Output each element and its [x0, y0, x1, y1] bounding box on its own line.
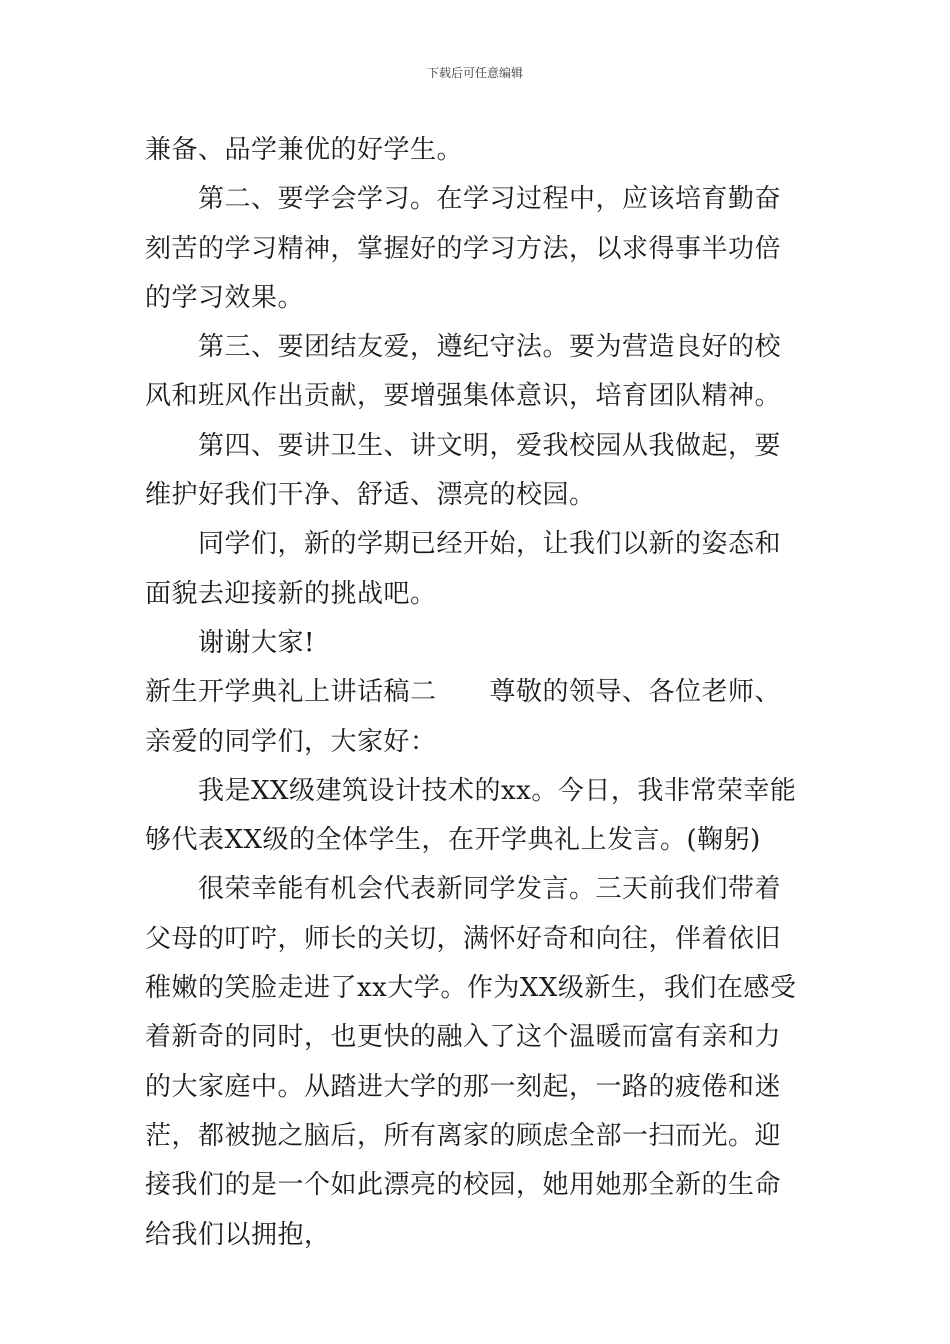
paragraph-7-title-line: 新生开学典礼上讲话稿二 尊敬的领导、各位老师、亲爱的同学们，大家好： [145, 677, 782, 757]
paragraph-2: 第二、要学会学习。在学习过程中，应该培育勤奋刻苦的学习精神，掌握好的学习方法，以求得事半功倍的学习效果。 [145, 184, 782, 313]
document-body [145, 126, 807, 1260]
paragraph-5: 同学们，新的学期已经开始，让我们以新的姿态和面貌去迎接新的挑战吧。 [145, 529, 782, 609]
page-header-note: 下载后可任意编辑 [426, 66, 523, 80]
paragraph-9: 很荣幸能有机会代表新同学发言。三天前我们带着父母的叮咛，师长的关切，满怀好奇和向往，伴着依旧稚嫩的笑脸走进了xx大学。作为XX级新生，我们在感受着新奇的同时，也更快的融入了这个温暖而富有亲和力的大家庭中。从踏进大学的那一刻起，一路的疲倦和迷茫，都被抛之脑后，所有离家的顾虑全部一扫而光。迎接我们的是一个如此漂亮的校园，她用她那全新的生命给我们以拥抱， [145, 874, 797, 1250]
paragraph-8: 我是XX级建筑设计技术的xx。今日，我非常荣幸能够代表XX级的全体学生，在开学典礼上发言。(鞠躬) [145, 775, 797, 856]
paragraph-4: 第四、要讲卫生、讲文明，爱我校园从我做起，要维护好我们干净、舒适、漂亮的校园。 [145, 430, 782, 511]
paragraph-1: 兼备、品学兼优的好学生。 [145, 135, 464, 165]
paragraph-6: 谢谢大家! [198, 627, 315, 658]
paragraph-3: 第三、要团结友爱，遵纪守法。要为营造良好的校风和班风作出贡献，要增强集体意识，培育团队精神。 [145, 332, 782, 412]
